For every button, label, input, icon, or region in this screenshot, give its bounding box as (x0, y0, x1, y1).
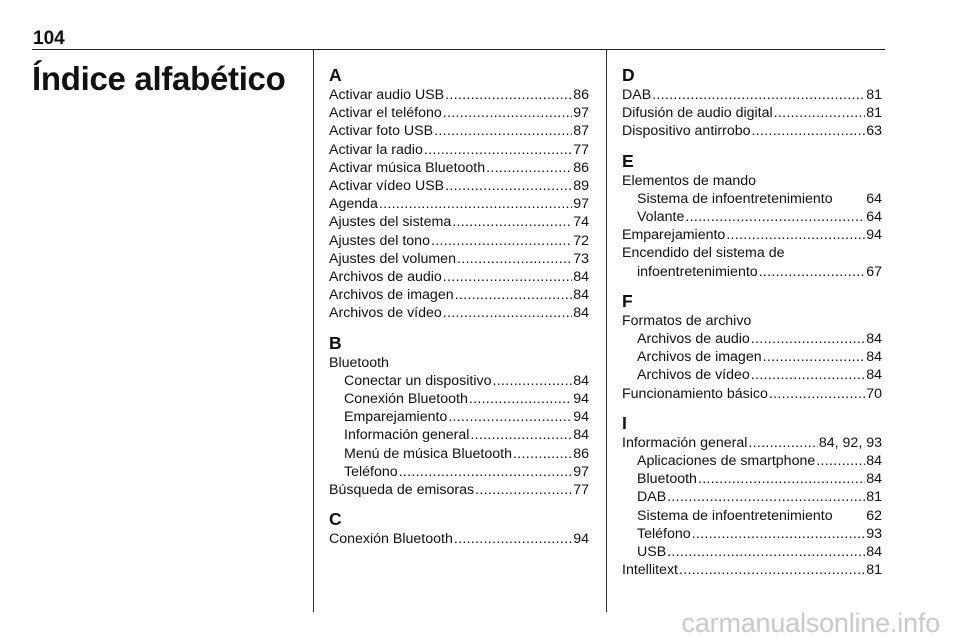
entry-page-number: 84 (573, 287, 589, 304)
leader-dots (434, 122, 572, 140)
leader-dots (685, 208, 865, 226)
index-letter: I (622, 412, 627, 433)
entry-name: Activar el teléfono (329, 105, 442, 122)
leader-dots (475, 481, 572, 499)
entry-name: infoentretenimiento (637, 263, 758, 280)
index-entry (329, 104, 589, 122)
leader-dots (470, 426, 572, 444)
leader-dots (652, 86, 865, 104)
entry-page-number: 63 (866, 123, 882, 140)
index-column-left (329, 65, 589, 558)
entry-page-number: 93 (866, 525, 882, 542)
entry-page-number: 89 (573, 178, 589, 195)
leader-dots (454, 530, 572, 548)
entry-page-number: 84 (866, 349, 882, 366)
leader-dots (399, 463, 573, 481)
index-entry (329, 213, 589, 231)
entry-page-number: 84 (866, 544, 882, 561)
entry-page-number: 86 (573, 159, 589, 176)
entry-page-number: 97 (573, 463, 589, 480)
index-subentry (622, 525, 882, 543)
leader-dots (457, 250, 572, 268)
index-subentry (622, 507, 882, 525)
entry-page-number: 84 (573, 269, 589, 286)
leader-dots (667, 488, 865, 506)
leader-dots (774, 104, 866, 122)
leader-dots (443, 304, 572, 322)
index-group (622, 413, 882, 580)
leader-dots (492, 372, 572, 390)
entry-name: Activar foto USB (329, 123, 434, 140)
leader-dots (455, 286, 573, 304)
index-subentry (622, 208, 882, 226)
index-entry (622, 434, 882, 452)
index-entry (329, 159, 589, 177)
leader-dots (667, 543, 865, 561)
index-entry (329, 268, 589, 286)
index-letter: E (622, 150, 634, 171)
entry-name: Archivos de imagen (329, 287, 454, 304)
entry-page-number: 97 (573, 196, 589, 213)
index-entry (622, 122, 882, 140)
leader-dots (692, 525, 866, 543)
entry-page-number: 94 (573, 531, 589, 548)
page-title: Índice alfabético (32, 60, 286, 97)
entry-name: Archivos de vídeo (637, 367, 750, 384)
index-entry (329, 141, 589, 159)
entry-page-number: 87 (573, 123, 589, 140)
entry-name: Activar vídeo USB (329, 178, 445, 195)
entry-name: Conexión Bluetooth (329, 531, 453, 548)
index-letter: C (329, 509, 342, 530)
entry-page-number: 64 (866, 209, 882, 226)
index-group (622, 291, 882, 403)
entry-name: Menú de música Bluetooth (344, 445, 512, 462)
index-subentry (622, 452, 882, 470)
entry-page-number: 81 (866, 562, 882, 579)
entry-name: Activar música Bluetooth (329, 159, 486, 176)
entry-name: Agenda (329, 196, 378, 213)
index-entry (622, 312, 882, 330)
index-subentry (622, 348, 882, 366)
leader-dots (763, 348, 866, 366)
leader-dots (759, 263, 866, 281)
index-entry (329, 195, 589, 213)
leader-dots (513, 445, 572, 463)
entry-page-number: 86 (573, 445, 589, 462)
index-entry (329, 122, 589, 140)
entry-name: Teléfono (344, 463, 398, 480)
index-entry (329, 232, 589, 250)
entry-page-number: 77 (573, 141, 589, 158)
entry-name: Ajustes del sistema (329, 214, 452, 231)
entry-page-number: 84 (573, 427, 589, 444)
leader-dots (452, 213, 572, 231)
entry-page-number: 86 (573, 87, 589, 103)
entry-page-number: 74 (573, 214, 589, 231)
leader-dots (748, 434, 817, 452)
entry-name: Elementos de mando (622, 172, 757, 189)
leader-dots (751, 330, 865, 348)
entry-page-number: 62 (866, 507, 882, 524)
entry-name: USB (637, 544, 667, 561)
leader-dots (752, 122, 866, 140)
entry-page-number: 81 (866, 105, 882, 122)
entry-name: Aplicaciones de smartphone (637, 453, 816, 470)
index-entry (622, 104, 882, 122)
entry-page-number: 84 (573, 305, 589, 322)
index-group (622, 151, 882, 281)
entry-page-number: 94 (573, 409, 589, 426)
index-entry (329, 481, 589, 499)
index-subentry (329, 408, 589, 426)
entry-page-number: 64 (866, 190, 882, 207)
index-group (329, 65, 589, 323)
entry-page-number: 67 (866, 263, 882, 280)
entry-name: Bluetooth (329, 354, 389, 371)
index-subentry (329, 426, 589, 444)
leader-dots (443, 104, 572, 122)
index-entry (329, 286, 589, 304)
leader-dots (751, 366, 865, 384)
index-entry (329, 177, 589, 195)
index-subentry (329, 463, 589, 481)
index-subentry (622, 366, 882, 384)
index-entry (622, 244, 882, 262)
index-subentry (622, 470, 882, 488)
leader-dots (486, 159, 572, 177)
entry-page-number: 72 (573, 232, 589, 249)
entry-name: Bluetooth (637, 471, 697, 488)
index-subentry (622, 263, 882, 281)
entry-name: Dispositivo antirrobo (622, 123, 751, 140)
entry-name: DAB (622, 87, 652, 103)
index-subentry (329, 390, 589, 408)
column-divider (606, 50, 607, 612)
entry-name: Funcionamiento básico (622, 385, 768, 402)
index-entry (622, 561, 882, 579)
index-subentry (622, 543, 882, 561)
index-letter: F (622, 290, 633, 311)
entry-page-number: 70 (866, 385, 882, 402)
index-group (329, 333, 589, 500)
entry-name: Información general (344, 427, 470, 444)
leader-dots (816, 452, 865, 470)
entry-page-number: 97 (573, 105, 589, 122)
index-entry (622, 86, 882, 104)
entry-page-number: 94 (573, 391, 589, 408)
index-entry (622, 172, 882, 190)
index-letter: B (329, 332, 342, 353)
entry-name: Información general (622, 434, 748, 451)
entry-page-number: 84 (866, 471, 882, 488)
entry-name: Conexión Bluetooth (344, 391, 468, 408)
entry-name: Ajustes del volumen (329, 250, 456, 267)
entry-page-number: 84 (866, 453, 882, 470)
index-letter: D (622, 65, 635, 85)
leader-dots (726, 226, 865, 244)
index-entry (622, 226, 882, 244)
entry-name: Sistema de infoentretenimiento (637, 190, 833, 207)
entry-name: Activar la radio (329, 141, 423, 158)
entry-name: Búsqueda de emisoras (329, 482, 475, 499)
leader-dots (469, 390, 572, 408)
entry-name: Encendido del sistema de (622, 245, 785, 262)
entry-page-number: 84 (866, 331, 882, 348)
entry-page-number: 84 (573, 372, 589, 389)
index-entry (329, 354, 589, 372)
page-number: 104 (33, 28, 65, 49)
leader-dots (379, 195, 572, 213)
entry-page-number: 81 (866, 87, 882, 103)
index-group (622, 65, 882, 141)
entry-name: Sistema de infoentretenimiento (637, 507, 833, 524)
entry-name: Archivos de imagen (637, 349, 762, 366)
entry-name: Conectar un dispositivo (344, 372, 492, 389)
index-entry (329, 304, 589, 322)
leader-dots (679, 561, 865, 579)
entry-name: DAB (637, 489, 667, 506)
entry-name: Formatos de archivo (622, 312, 752, 329)
index-letter: A (329, 65, 342, 85)
leader-dots (424, 141, 572, 159)
entry-name: Activar audio USB (329, 87, 445, 103)
leader-dots (443, 268, 572, 286)
index-entry (329, 86, 589, 104)
entry-page-number: 94 (866, 227, 882, 244)
entry-name: Emparejamiento (622, 227, 726, 244)
entry-name: Archivos de audio (329, 269, 442, 286)
header-rule (32, 49, 885, 50)
entry-page-number: 84, 92, 93 (818, 434, 882, 451)
index-column-right (622, 65, 882, 589)
watermark: carmanualsonline.info (681, 608, 940, 638)
leader-dots (698, 470, 865, 488)
leader-dots (445, 177, 572, 195)
index-subentry (622, 190, 882, 208)
leader-dots (769, 385, 865, 403)
entry-name: Teléfono (637, 525, 691, 542)
index-subentry (622, 488, 882, 506)
index-entry (329, 250, 589, 268)
leader-dots (448, 408, 572, 426)
index-entry (622, 385, 882, 403)
entry-name: Volante (637, 209, 685, 226)
index-subentry (622, 330, 882, 348)
entry-page-number: 77 (573, 482, 589, 499)
entry-name: Archivos de audio (637, 331, 750, 348)
index-entry (329, 530, 589, 548)
entry-name: Intellitext (622, 562, 678, 579)
entry-name: Archivos de vídeo (329, 305, 442, 322)
entry-page-number: 84 (866, 367, 882, 384)
entry-page-number: 81 (866, 489, 882, 506)
leader-dots (445, 86, 572, 104)
column-divider (313, 50, 314, 612)
entry-page-number: 73 (573, 250, 589, 267)
entry-name: Emparejamiento (344, 409, 448, 426)
index-subentry (329, 372, 589, 390)
leader-dots (431, 232, 572, 250)
entry-name: Difusión de audio digital (622, 105, 773, 122)
index-subentry (329, 445, 589, 463)
entry-name: Ajustes del tono (329, 232, 430, 249)
index-group (329, 509, 589, 548)
